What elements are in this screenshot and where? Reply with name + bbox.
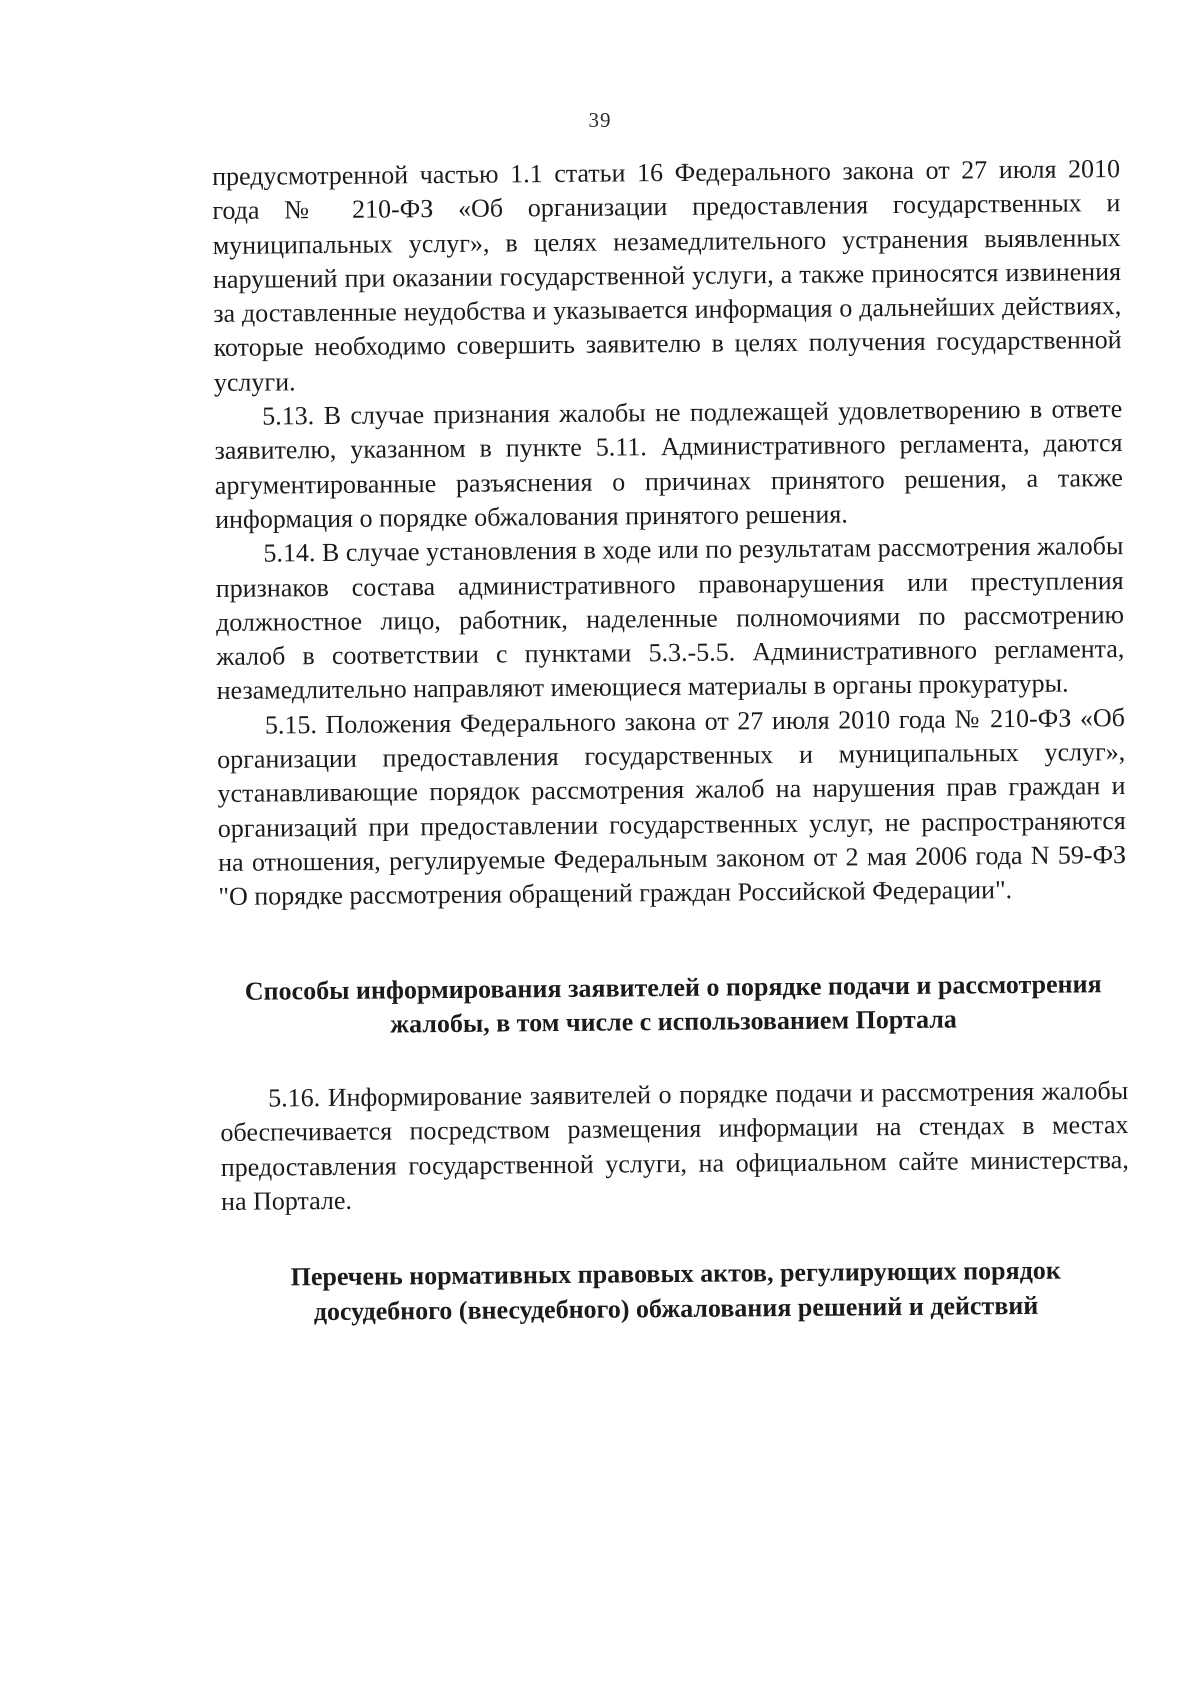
paragraph-5-14: 5.14. В случае установления в ходе или по результатам рассмотрения жалобы признаков состава административного правонарушения или преступления должностное лицо, работник, наделенные полномочиями по рассмотрению жалоб в соответствии с пунктами 5.3.-5.5. Административного регламента, незамедлительно направляют имеющиеся материалы в органы прокуратуры. (215, 531, 1125, 706)
paragraph-5-15: 5.15. Положения Федерального закона от 27 июля 2010 года № 210-ФЗ «Об организации предоставления государственных и муниципальных услуг», устанавливающие порядок рассмотрения жалоб на нарушения прав граждан и организаций при предоставлении государственных услуг, не распространяются на отношения, регулируемые Федеральным законом от 2 мая 2006 года N 59-ФЗ "О порядке рассмотрения обращений граждан Российской Федерации". (217, 702, 1127, 912)
section-heading-legal-acts-line-2: досудебного (внесудебного) обжалования решений и действий (313, 1290, 1039, 1326)
page-number: 39 (588, 108, 612, 132)
document-body (212, 152, 1130, 1330)
paragraph-continuation: предусмотренной частью 1.1 статьи 16 Федерального закона от 27 июля 2010 года № 210-ФЗ «Об организации предоставления государственных и муниципальных услуг», в целях незамедлительного устранения выявленных нарушений при оказании государственной услуги, а также приносятся извинения за доставленные неудобства и указывается информация о дальнейших действиях, которые необходимо совершить заявителю в целях получения государственной услуги. (212, 154, 1122, 397)
section-heading-informing-line-2: жалобы, в том числе с использованием Портала (390, 1004, 957, 1039)
section-heading-informing-line-1: Способы информирования заявителей о порядке подачи и рассмотрения (244, 968, 1102, 1006)
paragraph-5-13: 5.13. В случае признания жалобы не подлежащей удовлетворению в ответе заявителю, указанном в пункте 5.11. Административного регламента, даются аргументированные разъяснения о причинах принятого решения, а также информация о порядке обжалования принятого решения. (214, 394, 1123, 534)
section-heading-legal-acts-line-1: Перечень нормативных правовых актов, регулирующих порядок (290, 1255, 1061, 1292)
paragraph-5-16: 5.16. Информирование заявителей о порядке подачи и рассмотрения жалобы обеспечивается посредством размещения информации на стендах в местах предоставления государственной услуги, на официальном сайте министерства, на Портале. (220, 1076, 1129, 1216)
section-heading-informing (219, 967, 1128, 1044)
section-heading-legal-acts (222, 1253, 1131, 1330)
